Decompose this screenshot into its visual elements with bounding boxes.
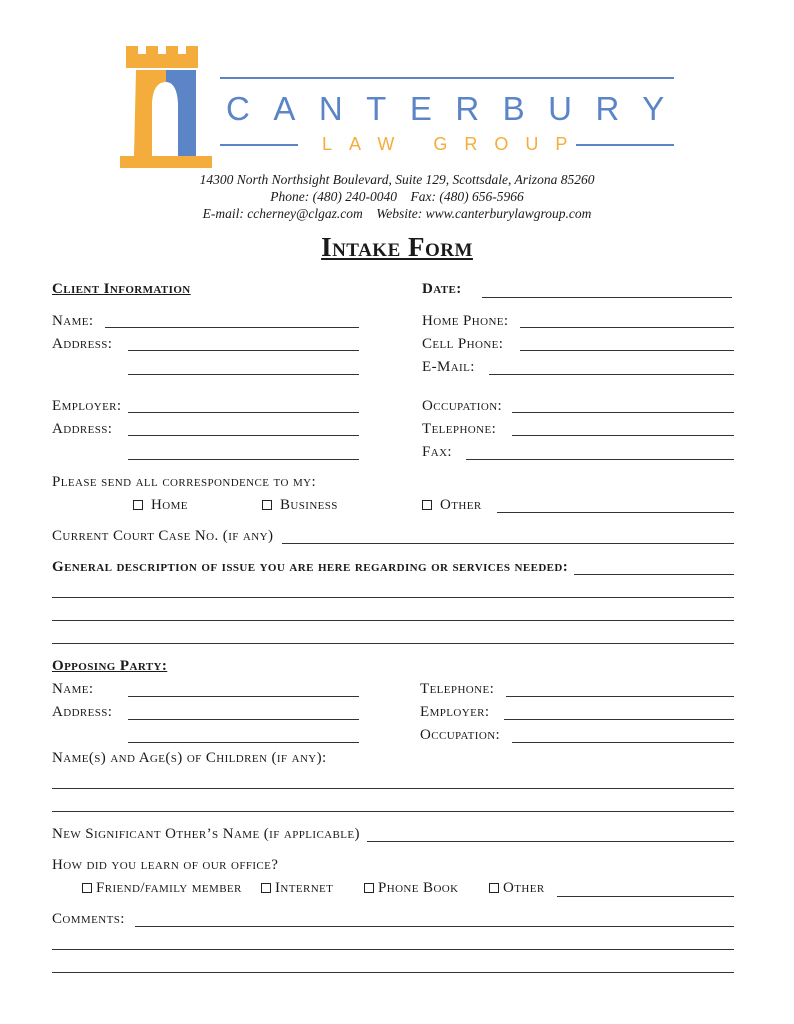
email-field[interactable] [489,374,734,375]
employer-address-field-2[interactable] [128,459,359,460]
client-address-label: Address: [52,336,113,352]
correspondence-home-option[interactable] [133,497,188,514]
friend-checkbox[interactable] [82,883,92,893]
occupation-label: Occupation: [422,398,503,414]
home-checkbox[interactable] [133,500,143,510]
client-address-field-2[interactable] [128,374,359,375]
email-label: E-Mail: [422,359,475,375]
other-label: Other [440,497,482,513]
correspondence-other-field[interactable] [497,512,734,513]
telephone-field[interactable] [512,435,734,436]
client-info-heading: Client Information [52,281,191,297]
description-field-4[interactable] [52,643,734,644]
correspondence-prompt: Please send all correspondence to my: [52,474,317,490]
comments-field-3[interactable] [52,972,734,973]
employer-address-field-1[interactable] [128,435,359,436]
phone-book-checkbox[interactable] [364,883,374,893]
opposing-address-field-2[interactable] [128,742,359,743]
brand-name: CANTERBURY [226,90,688,127]
referral-phone-book-option[interactable] [364,880,458,897]
description-field-2[interactable] [52,597,734,598]
brand-top-rule [220,77,674,79]
home-phone-label: Home Phone: [422,313,509,329]
brand-left-rule [220,144,298,146]
significant-other-label: New Significant Other’s Name (if applicable) [52,826,360,842]
opposing-address-label: Address: [52,704,113,720]
opposing-telephone-field[interactable] [506,696,734,697]
description-field-1[interactable] [574,574,734,575]
significant-other-field[interactable] [367,841,734,842]
opposing-name-label: Name: [52,681,94,697]
opposing-employer-label: Employer: [420,704,490,720]
contact-address: 14300 North Northsight Boulevard, Suite 129, Scottsdale, Arizona 85260 [199,172,595,187]
friend-label: Friend/family member [96,880,242,896]
referral-other-label: Other [503,880,545,896]
brand-subname: LAW GROUP [322,134,585,154]
home-label: Home [151,497,188,513]
client-name-field[interactable] [105,327,359,328]
home-phone-field[interactable] [520,327,734,328]
cell-phone-label: Cell Phone: [422,336,504,352]
telephone-label: Telephone: [422,421,497,437]
employer-field[interactable] [128,412,359,413]
referral-other-checkbox[interactable] [489,883,499,893]
contact-email-web: E-mail: ccherney@clgaz.com Website: www.canterburylawgroup.com [202,206,592,221]
date-label: Date: [422,281,462,297]
children-field-1[interactable] [52,788,734,789]
opposing-occupation-field[interactable] [512,742,734,743]
correspondence-business-option[interactable] [262,497,338,514]
referral-other-option[interactable] [489,880,545,897]
phone-book-label: Phone Book [378,880,459,896]
opposing-name-field[interactable] [128,696,359,697]
employer-label: Employer: [52,398,122,414]
business-label: Business [280,497,338,513]
date-field[interactable] [482,297,732,298]
opposing-party-heading: Opposing Party: [52,658,168,674]
cell-phone-field[interactable] [520,350,734,351]
referral-friend-option[interactable] [82,880,242,897]
other-checkbox[interactable] [422,500,432,510]
referral-other-field[interactable] [557,896,734,897]
comments-label: Comments: [52,911,125,927]
brand-right-rule [576,144,674,146]
client-name-label: Name: [52,313,94,329]
internet-checkbox[interactable] [261,883,271,893]
description-label: General description of issue you are here regarding or services needed: [52,559,569,575]
children-field-2[interactable] [52,811,734,812]
contact-phone-fax: Phone: (480) 240-0040 Fax: (480) 656-5966 [270,189,524,204]
opposing-employer-field[interactable] [504,719,734,720]
comments-field-1[interactable] [135,926,734,927]
opposing-telephone-label: Telephone: [420,681,495,697]
employer-address-label: Address: [52,421,113,437]
children-label: Name(s) and Age(s) of Children (if any): [52,750,327,766]
description-field-3[interactable] [52,620,734,621]
comments-field-2[interactable] [52,949,734,950]
referral-prompt: How did you learn of our office? [52,857,279,873]
castle-tower-icon [120,44,212,170]
opposing-occupation-label: Occupation: [420,727,501,743]
court-case-field[interactable] [282,543,734,544]
business-checkbox[interactable] [262,500,272,510]
opposing-address-field-1[interactable] [128,719,359,720]
client-address-field-1[interactable] [128,350,359,351]
court-case-label: Current Court Case No. (if any) [52,528,274,544]
correspondence-other-option[interactable] [422,497,482,514]
occupation-field[interactable] [512,412,734,413]
fax-label: Fax: [422,444,452,460]
fax-field[interactable] [466,459,734,460]
page-title: Intake Form [321,232,473,262]
referral-internet-option[interactable] [261,880,333,897]
logo [120,44,212,170]
internet-label: Internet [275,880,334,896]
